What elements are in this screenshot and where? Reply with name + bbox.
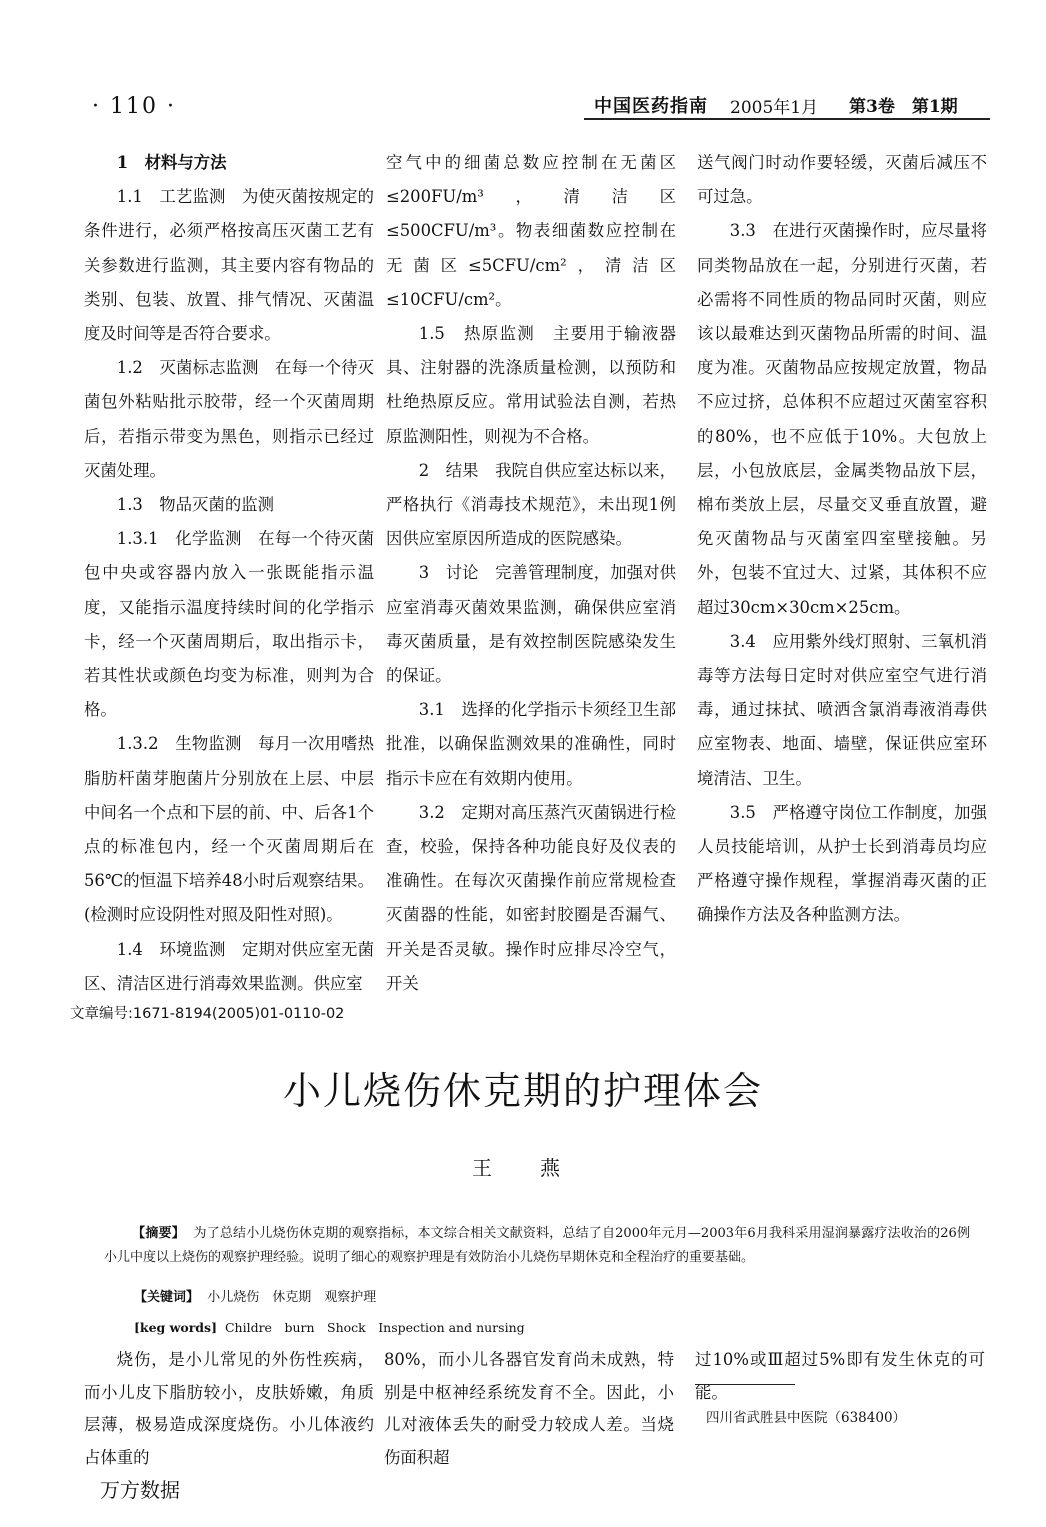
abstract — [104, 1222, 970, 1270]
abstract-label: 【摘要】 — [132, 1226, 185, 1241]
paragraph: 1.5 热原监测 主要用于输液器具、注射器的洗涤质量检测，以预防和杜绝热原反应。常用试验法自测，若热原监测阳性，则视为不合格。 — [386, 324, 676, 446]
footnote-rule — [695, 1384, 795, 1385]
prev-article-column-3 — [697, 146, 987, 933]
paragraph-continued: 过10%或Ⅲ超过5%即有发生休克的可能。 — [695, 1350, 985, 1402]
header-rule — [584, 118, 990, 120]
paragraph: 1.4 环境监测 定期对供应室无菌区、清洁区进行消毒效果监测。供应室 — [84, 939, 374, 993]
journal-name: 中国医药指南 — [594, 96, 708, 117]
paragraph: 1.3.1 化学监测 在每一个待灭菌包中央或容器内放入一张既能指示温度，又能指示温度持续时间的化学指示卡，经一个灭菌周期后，取出指示卡，若其性状或颜色均变为标准，则判为合格。 — [84, 529, 374, 720]
article-title: 小儿烧伤休克期的护理体会 — [282, 1069, 763, 1113]
paragraph-continued: 80%，而小儿各器官发育尚未成熟，特别是中枢神经系统发育不全。因此，小儿对液体丢失的耐受力较成人差。当烧伤面积超 — [384, 1350, 674, 1467]
issue-date: 2005年1月 — [730, 98, 819, 118]
paragraph: 3.1 选择的化学指示卡须经卫生部批准，以确保监测效果的准确性，同时指示卡应在有效期内使用。 — [386, 700, 676, 788]
author-affiliation: 四川省武胜县中医院（638400） — [706, 1410, 907, 1426]
subsection-heading: 1.3 物品灭菌的监测 — [116, 495, 274, 515]
page-number: · 110 · — [92, 94, 176, 119]
keywords-label: 【关键词】 — [134, 1290, 200, 1305]
author: 王 燕 — [472, 1156, 574, 1180]
english-keywords-label: [keg words] — [134, 1320, 217, 1335]
keywords — [134, 1286, 376, 1305]
keywords-text: 小儿烧伤 休克期 观察护理 — [207, 1290, 377, 1305]
paragraph: 烧伤，是小儿常见的外伤性疾病，而小儿皮下脂肪较小，皮肤娇嫩，角质层薄，极易造成深度烧伤。小儿体液约占体重的 — [84, 1350, 374, 1467]
volume-issue: 第3卷 第1期 — [849, 97, 958, 117]
paragraph: 3.3 在进行灭菌操作时，应尽量将同类物品放在一起，分别进行灭菌，若必需将不同性质的物品同时灭菌，则应该以最难达到灭菌物品所需的时间、温度为准。灭菌物品应按规定放置，物品不应过挤，总体积不应超过灭菌室容积的80%，也不应低于10%。大包放上层，小包放底层，金属类物品放下层，棉布类放上层，尽量交叉垂直放置，避免灭菌物品与灭菌室四室壁接触。另外，包装不宜过大、过紧，其体积不应超过30cm×30cm×25cm。 — [697, 221, 987, 617]
paragraph: 3 讨论 完善管理制度，加强对供应室消毒灭菌效果监测，确保供应室消毒灭菌质量，是有效控制医院感染发生的保证。 — [386, 563, 676, 686]
paragraph: 1.2 灭菌标志监测 在每一个待灭菌包外粘贴批示胶带，经一个灭菌周期后，若指示带变为黑色，则指示已经过灭菌处理。 — [84, 358, 374, 480]
body-column-3 — [695, 1344, 985, 1409]
body-column-1 — [84, 1344, 374, 1474]
prev-article-column-2 — [386, 146, 676, 1001]
english-keywords — [134, 1318, 525, 1336]
watermark: 万方数据 — [100, 1478, 180, 1502]
paragraph: 3.5 严格遵守岗位工作制度，加强人员技能培训，从护士长到消毒员均应严格遵守操作规程，掌握消毒灭菌的正确操作方法及各种监测方法。 — [697, 802, 987, 925]
abstract-text: 为了总结小儿烧伤休克期的观察指标，本文综合相关文献资料，总结了自2000年元月—2003年6月我科采用湿润暴露疗法收治的26例小儿中度以上烧伤的观察护理经验。说明了细心的观察护理是有效防治小儿烧伤早期休克和全程治疗的重要基础。 — [104, 1226, 970, 1265]
prev-article-column-1 — [84, 146, 374, 1001]
paragraph-continued: 送气阀门时动作要轻缓，灭菌后减压不可过急。 — [697, 153, 987, 207]
body-column-2 — [384, 1344, 674, 1474]
paragraph: 1.1 工艺监测 为使灭菌按规定的条件进行，必须严格按高压灭菌工艺有关参数进行监测，其主要内容有物品的类别、包装、放置、排气情况、灭菌温度及时间等是否符合要求。 — [84, 187, 374, 344]
paragraph: 2 结果 我院自供应室达标以来，严格执行《消毒技术规范》，未出现1例因供应室原因所造成的医院感染。 — [386, 460, 676, 549]
paragraph: 3.2 定期对高压蒸汽灭菌锅进行检查，校验，保持各种功能良好及仪表的准确性。在每次灭菌操作前应常规检查灭菌器的性能，如密封胶圈是否漏气、开关是否灵敏。操作时应排尽冷空气，开关 — [386, 802, 676, 993]
section-heading: 1 材料与方法 — [116, 153, 227, 172]
article-number: 文章编号:1671-8194(2005)01-0110-02 — [70, 1006, 345, 1022]
paragraph: 3.4 应用紫外线灯照射、三氧机消毒等方法每日定时对供应室空气进行消毒，通过抹拭、喷洒含氯消毒液消毒供应室物表、地面、墙壁，保证供应室环境清洁、卫生。 — [697, 631, 987, 788]
english-keywords-text: Childre burn Shock Inspection and nursing — [224, 1320, 525, 1335]
paragraph: 1.3.2 生物监测 每月一次用嗜热脂肪杆菌芽胞菌片分别放在上层、中层中间名一个点和下层的前、中、后各1个点的标准包内，经一个灭菌周期后在56℃的恒温下培养48小时后观察结果。(检测时应设阴性对照及阳性对照)。 — [84, 734, 374, 925]
paragraph-continued: 空气中的细菌总数应控制在无菌区≤200FU/m³，清洁区≤500CFU/m³。物表细菌数应控制在无菌区≤5CFU/cm²，清洁区≤10CFU/cm²。 — [386, 153, 676, 309]
